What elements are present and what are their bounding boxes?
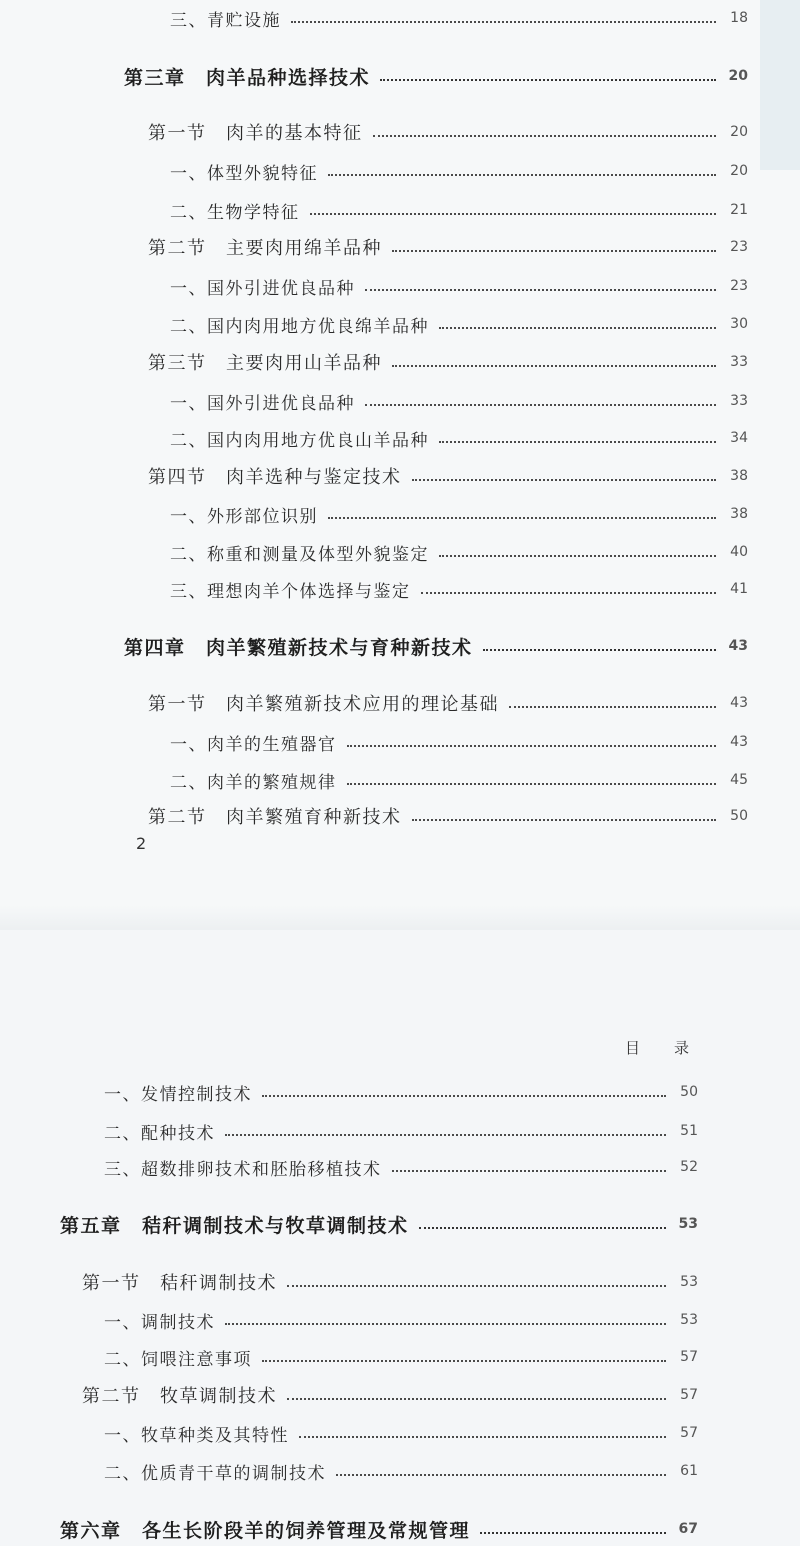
dot-leader [262, 1094, 666, 1097]
toc-entry-title: 一、国外引进优良品种 [170, 393, 355, 414]
toc-entry-title: 二、肉羊的繁殖规律 [170, 772, 337, 793]
toc-entry-title: 三、超数排卵技术和胚胎移植技术 [104, 1159, 382, 1180]
toc-entry-title: 一、国外引进优良品种 [170, 278, 355, 299]
toc-entry-page: 57 [680, 1387, 698, 1403]
dot-leader [439, 554, 716, 557]
toc-item [170, 309, 748, 339]
toc-entry-page: 38 [730, 506, 748, 522]
toc-item [170, 386, 748, 416]
toc-item [170, 423, 748, 453]
dot-leader [287, 1397, 666, 1400]
toc-entry-title: 第五章 秸秆调制技术与牧草调制技术 [60, 1214, 409, 1237]
toc-chapter [60, 1209, 698, 1239]
toc-entry-page: 43 [730, 734, 748, 750]
toc-entry-title: 三、青贮设施 [170, 10, 281, 31]
dot-leader [439, 326, 716, 329]
toc-chapter [60, 1514, 698, 1544]
toc-entry-page: 33 [730, 393, 748, 409]
dot-leader [291, 20, 716, 23]
toc-item [104, 1152, 698, 1182]
toc-entry-page: 23 [730, 239, 748, 255]
toc-entry-title: 一、外形部位识别 [170, 506, 318, 527]
toc-item [170, 765, 748, 795]
toc-item [170, 499, 748, 529]
dot-leader [287, 1284, 666, 1287]
dot-leader [419, 1226, 666, 1229]
toc-entry-title: 二、称重和测量及体型外貌鉴定 [170, 544, 429, 565]
toc-entry-title: 二、国内肉用地方优良山羊品种 [170, 430, 429, 451]
toc-entry-title: 二、生物学特征 [170, 202, 300, 223]
dot-leader [509, 705, 716, 708]
toc-item [170, 195, 748, 225]
toc-entry-title: 一、体型外貌特征 [170, 163, 318, 184]
toc-item [104, 1418, 698, 1448]
dot-leader [373, 134, 717, 137]
dot-leader [412, 818, 717, 821]
toc-entry-page: 38 [730, 468, 748, 484]
toc-entry-page: 34 [730, 430, 748, 446]
toc-item [170, 271, 748, 301]
dot-leader [310, 212, 717, 215]
toc-entry-page: 30 [730, 316, 748, 332]
toc-entry-title: 一、发情控制技术 [104, 1084, 252, 1105]
toc-entry-page: 50 [730, 808, 748, 824]
toc-section [148, 461, 748, 491]
toc-entry-title: 第三节 主要肉用山羊品种 [148, 353, 382, 374]
toc-entry-title: 一、牧草种类及其特性 [104, 1425, 289, 1446]
dot-leader [392, 1169, 667, 1172]
toc-entry-title: 一、肉羊的生殖器官 [170, 734, 337, 755]
toc-section [148, 117, 748, 147]
toc-entry-title: 第三章 肉羊品种选择技术 [124, 66, 371, 89]
toc-entry-title: 二、饲喂注意事项 [104, 1349, 252, 1370]
toc-entry-page: 67 [678, 1521, 698, 1537]
toc-entry-page: 23 [730, 278, 748, 294]
toc-entry-page: 41 [730, 581, 748, 597]
toc-entry-page: 43 [730, 695, 748, 711]
dot-leader [412, 478, 717, 481]
toc-item [104, 1456, 698, 1486]
toc-entry-page: 43 [728, 638, 748, 654]
toc-entry-page: 52 [680, 1159, 698, 1175]
toc-entry-page: 18 [730, 10, 748, 26]
dot-leader [225, 1133, 666, 1136]
dot-leader [421, 591, 717, 594]
toc-entry-title: 二、配种技术 [104, 1123, 215, 1144]
dot-leader [347, 782, 717, 785]
toc-entry-page: 57 [680, 1425, 698, 1441]
toc-item [104, 1116, 698, 1146]
toc-entry-page: 51 [680, 1123, 698, 1139]
dot-leader [328, 516, 716, 519]
toc-entry-title: 第四节 肉羊选种与鉴定技术 [148, 467, 402, 488]
toc-entry-page: 40 [730, 544, 748, 560]
dot-leader [480, 1531, 666, 1534]
toc-entry-page: 57 [680, 1349, 698, 1365]
toc-entry-page: 20 [728, 68, 748, 84]
toc-section [82, 1380, 698, 1410]
dot-leader [328, 173, 716, 176]
toc-entry-page: 20 [730, 124, 748, 140]
toc-entry-title: 一、调制技术 [104, 1312, 215, 1333]
page-number: 2 [136, 834, 147, 853]
toc-entry-title: 第四章 肉羊繁殖新技术与育种新技术 [124, 636, 473, 659]
toc-entry-title: 二、优质青干草的调制技术 [104, 1463, 326, 1484]
dot-leader [299, 1435, 666, 1438]
dot-leader [392, 364, 716, 367]
toc-item [104, 1342, 698, 1372]
toc-entry-title: 第二节 牧草调制技术 [82, 1386, 277, 1407]
toc-entry-page: 53 [680, 1312, 698, 1328]
toc-section [148, 232, 748, 262]
toc-item [170, 727, 748, 757]
toc-entry-page: 33 [730, 354, 748, 370]
dot-leader [392, 249, 716, 252]
toc-entry-title: 第一节 秸秆调制技术 [82, 1273, 277, 1294]
toc-entry-title: 第一节 肉羊繁殖新技术应用的理论基础 [148, 694, 499, 715]
toc-section [82, 1267, 698, 1297]
toc-chapter [124, 61, 748, 91]
toc-entry-title: 第六章 各生长阶段羊的饲养管理及常规管理 [60, 1519, 471, 1542]
running-head-right: 录 [674, 1039, 692, 1057]
toc-chapter [124, 631, 748, 661]
toc-item [170, 156, 748, 186]
dot-leader [439, 440, 716, 443]
toc-item [170, 537, 748, 567]
toc-entry-page: 53 [678, 1216, 698, 1232]
toc-entry-page: 50 [680, 1084, 698, 1100]
dot-leader [347, 744, 717, 747]
toc-entry-title: 第二节 主要肉用绵羊品种 [148, 238, 382, 259]
toc-item [104, 1305, 698, 1335]
dot-leader [262, 1359, 666, 1362]
dot-leader [483, 648, 716, 651]
toc-entry-page: 20 [730, 163, 748, 179]
dot-leader [365, 288, 716, 291]
toc-entry-page: 61 [680, 1463, 698, 1479]
toc-section [148, 801, 748, 831]
toc-entry-page: 21 [730, 202, 748, 218]
toc-section [148, 688, 748, 718]
toc-item [104, 1077, 698, 1107]
toc-item [170, 3, 748, 33]
toc-section [148, 347, 748, 377]
toc-entry-title: 三、理想肉羊个体选择与鉴定 [170, 581, 411, 602]
running-head-left: 目 [625, 1039, 643, 1057]
dot-leader [336, 1473, 666, 1476]
toc-item [170, 574, 748, 604]
toc-entry-title: 二、国内肉用地方优良绵羊品种 [170, 316, 429, 337]
toc-entry-title: 第一节 肉羊的基本特征 [148, 123, 363, 144]
toc-entry-title: 第二节 肉羊繁殖育种新技术 [148, 807, 402, 828]
page-edge-shadow [760, 0, 800, 170]
toc-entry-page: 45 [730, 772, 748, 788]
dot-leader [365, 403, 716, 406]
dot-leader [380, 78, 716, 81]
dot-leader [225, 1322, 666, 1325]
toc-entry-page: 53 [680, 1274, 698, 1290]
running-head [625, 1037, 691, 1058]
